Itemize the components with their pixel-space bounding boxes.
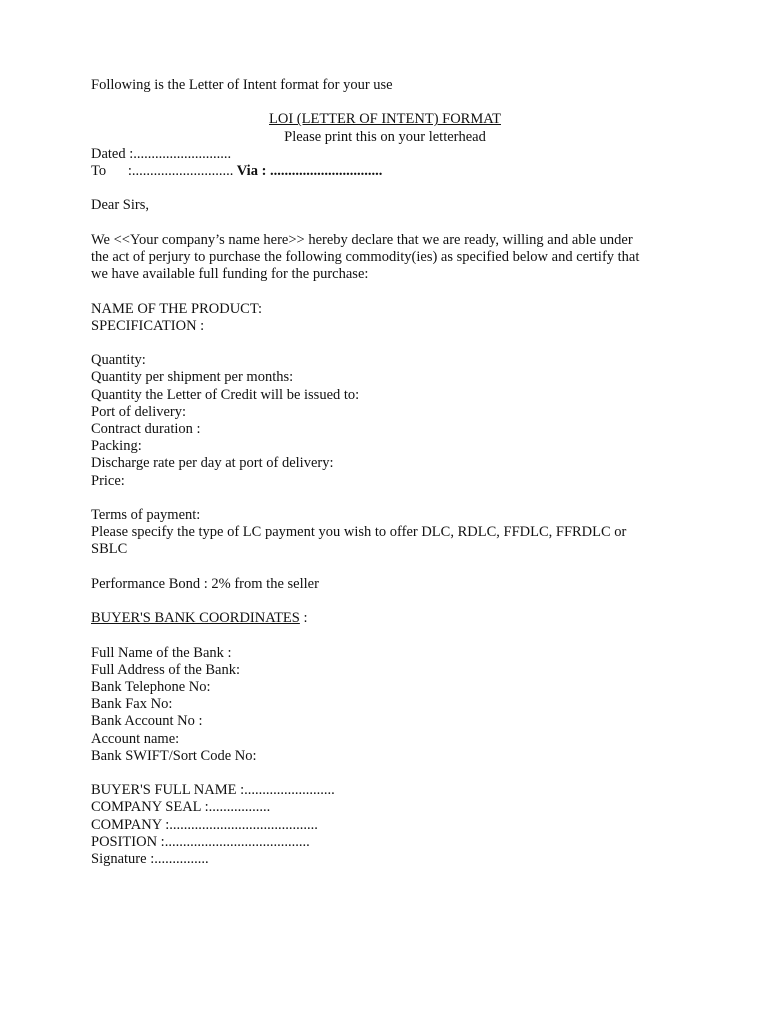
to-via-field [91, 163, 708, 180]
buyer-field: COMPANY :......................................... [91, 816, 318, 833]
body-line: the act of perjury to purchase the following commodity(ies) as specified below and certify that [91, 248, 640, 265]
body-line: we have available full funding for the purchase: [91, 266, 369, 283]
document-title-text: LOI (LETTER OF INTENT) FORMAT [269, 111, 501, 128]
spacer [91, 180, 708, 197]
dated-field: Dated :........................... [91, 145, 232, 162]
terms-label: Terms of payment: [91, 506, 201, 523]
spacer [91, 627, 708, 644]
spacer [91, 559, 708, 576]
bank-field: Account name: [91, 730, 180, 747]
document-subtitle: Please print this on your letterhead [284, 128, 486, 145]
spacer [91, 490, 708, 507]
detail-line: Quantity: [91, 352, 146, 369]
bank-section-heading-text: BUYER'S BANK COORDINATES [91, 610, 300, 627]
intro-text: Following is the Letter of Intent format for your use [91, 77, 393, 93]
detail-line: Packing: [91, 438, 142, 455]
detail-line: Price: [91, 472, 125, 489]
detail-line: Contract duration : [91, 420, 201, 437]
spacer [91, 593, 708, 610]
via-field: Via : ............................... [233, 163, 383, 179]
buyer-field: Signature :............... [91, 850, 209, 867]
spacer [91, 94, 708, 111]
performance-bond: Performance Bond : 2% from the seller [91, 575, 319, 592]
bank-section-heading-suffix: : [299, 610, 308, 627]
spacer [91, 335, 708, 352]
bank-field: Full Address of the Bank: [91, 661, 241, 678]
spacer [91, 283, 708, 300]
product-specification-field: SPECIFICATION : [91, 317, 205, 334]
detail-line: Port of delivery: [91, 403, 187, 420]
document-title [91, 111, 679, 128]
bank-field: Full Name of the Bank : [91, 644, 232, 661]
to-field: To :............................ [91, 163, 234, 179]
detail-line: Quantity the Letter of Credit will be issued to: [91, 386, 360, 403]
terms-line: SBLC [91, 541, 128, 558]
salutation: Dear Sirs, [91, 197, 149, 214]
bank-section-heading [91, 610, 708, 627]
spacer [91, 765, 708, 782]
buyer-field: BUYER'S FULL NAME :......................... [91, 782, 335, 799]
bank-field: Bank Telephone No: [91, 678, 211, 695]
bank-field: Bank Fax No: [91, 696, 173, 713]
detail-line: Quantity per shipment per months: [91, 369, 294, 386]
buyer-field: COMPANY SEAL :................. [91, 799, 271, 816]
product-name-field: NAME OF THE PRODUCT: [91, 300, 263, 317]
buyer-field: POSITION :........................................ [91, 833, 310, 850]
bank-field: Bank Account No : [91, 713, 203, 730]
body-line: We <<Your company’s name here>> hereby declare that we are ready, willing and able under [91, 231, 633, 248]
detail-line: Discharge rate per day at port of delivery: [91, 455, 334, 472]
terms-line: Please specify the type of LC payment you wish to offer DLC, RDLC, FFDLC, FFRDLC or [91, 524, 627, 541]
spacer [91, 215, 708, 232]
bank-field: Bank SWIFT/Sort Code No: [91, 747, 257, 764]
